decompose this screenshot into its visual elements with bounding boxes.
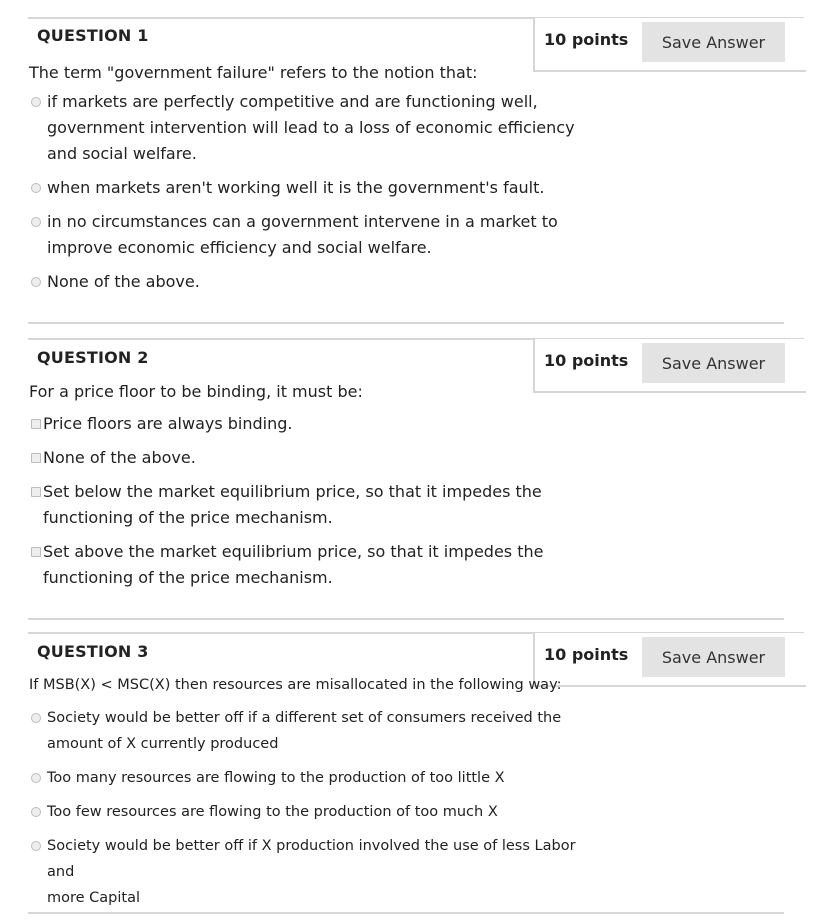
radio-button[interactable] xyxy=(31,841,41,851)
option-text: Society would be better off if a different set of consumers received the amount of X currently produced xyxy=(47,710,562,752)
option-text: None of the above. xyxy=(43,448,196,467)
question-title: QUESTION 3 xyxy=(37,642,149,661)
checkbox[interactable] xyxy=(31,547,41,557)
option-text: Society would be better off if X production involved the use of less Labor and more Capital xyxy=(47,838,576,906)
radio-button[interactable] xyxy=(31,217,41,227)
save-answer-button[interactable]: Save Answer xyxy=(642,637,785,677)
checkbox[interactable] xyxy=(31,453,41,463)
radio-button[interactable] xyxy=(31,713,41,723)
question-separator xyxy=(28,618,784,620)
points-panel xyxy=(533,339,806,393)
checkbox[interactable] xyxy=(31,419,41,429)
option-text: None of the above. xyxy=(47,272,200,291)
save-answer-button[interactable]: Save Answer xyxy=(642,22,785,62)
radio-button[interactable] xyxy=(31,277,41,287)
option-text: Price floors are always binding. xyxy=(43,414,293,433)
radio-button[interactable] xyxy=(31,807,41,817)
points-label: 10 points xyxy=(544,30,629,49)
question-prompt: If MSB(X) < MSC(X) then resources are misallocated in the following way: xyxy=(29,677,562,693)
option-text: in no circumstances can a government intervene in a market to improve economic efficiency and social welfare. xyxy=(47,212,558,257)
points-panel xyxy=(533,633,806,687)
option-text: Set below the market equilibrium price, so that it impedes the functioning of the price mechanism. xyxy=(43,482,542,527)
question-prompt: For a price floor to be binding, it must be: xyxy=(29,382,363,401)
option-text: Too few resources are flowing to the production of too much X xyxy=(47,804,498,820)
points-panel xyxy=(533,18,806,72)
option-text: Set above the market equilibrium price, so that it impedes the functioning of the price mechanism. xyxy=(43,542,544,587)
option-text: when markets aren't working well it is the government's fault. xyxy=(47,178,545,197)
option-text: if markets are perfectly competitive and are functioning well, government intervention will lead to a loss of economic efficiency and social welfare. xyxy=(47,92,575,163)
save-answer-button[interactable]: Save Answer xyxy=(642,343,785,383)
radio-button[interactable] xyxy=(31,183,41,193)
checkbox[interactable] xyxy=(31,487,41,497)
question-prompt: The term "government failure" refers to the notion that: xyxy=(29,63,478,82)
question-separator xyxy=(28,322,784,324)
points-label: 10 points xyxy=(544,645,629,664)
option-text: Too many resources are flowing to the production of too little X xyxy=(47,770,505,786)
radio-button[interactable] xyxy=(31,97,41,107)
question-title: QUESTION 1 xyxy=(37,26,149,45)
points-label: 10 points xyxy=(544,351,629,370)
question-title: QUESTION 2 xyxy=(37,348,149,367)
question-separator xyxy=(28,912,784,914)
radio-button[interactable] xyxy=(31,773,41,783)
